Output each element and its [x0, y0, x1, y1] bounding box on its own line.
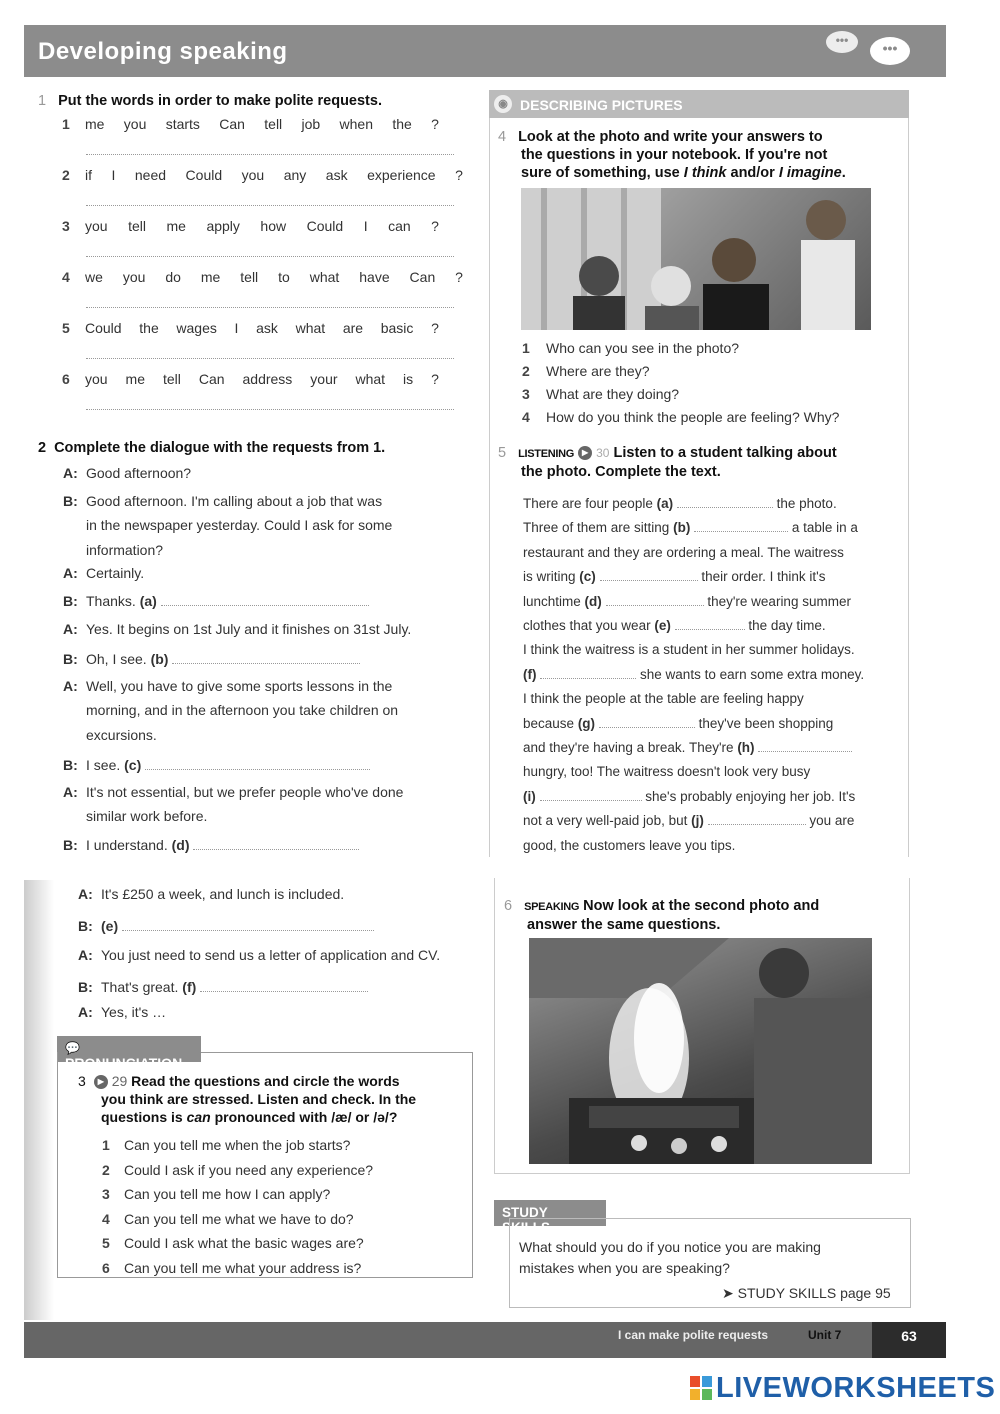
word-token: the: [139, 320, 159, 336]
question-number: 3: [522, 386, 530, 402]
word-token: Can: [409, 269, 436, 285]
speaker-label: A:: [63, 465, 78, 481]
answer-blank[interactable]: [600, 569, 698, 581]
pron-item-number: 4: [102, 1210, 110, 1227]
gap-label: (i): [523, 788, 536, 804]
gap-label: (a): [139, 593, 157, 609]
passage-text: lunchtime: [523, 593, 581, 609]
passage-text: Three of them are sitting: [523, 520, 670, 536]
word-token: do: [165, 269, 181, 285]
dialogue-text: Good afternoon. I'm calling about a job that was: [86, 493, 383, 509]
dialogue-line: [78, 917, 374, 935]
dialogue-text: in the newspaper yesterday. Could I ask for some: [86, 517, 393, 533]
answer-blank[interactable]: [200, 980, 368, 992]
camera-icon: ◉: [494, 95, 512, 113]
answer-blank[interactable]: [708, 813, 806, 825]
speaker-label: A:: [78, 947, 93, 963]
speaker-label: B:: [78, 918, 93, 934]
word-token: apply: [206, 218, 240, 234]
question-text: How do you think the people are feeling? Why?: [546, 409, 840, 425]
word-token: ask: [256, 320, 278, 336]
question-number: 1: [522, 340, 530, 356]
passage-text: good, the customers leave you tips.: [523, 837, 736, 853]
word-token: tell: [240, 269, 259, 285]
answer-blank[interactable]: [122, 919, 374, 931]
word-token: need: [134, 167, 167, 183]
passage-text: There are four people: [523, 496, 653, 511]
play-icon[interactable]: ▶: [578, 446, 592, 460]
pron-item-text[interactable]: Can you tell me what we have to do?: [124, 1210, 354, 1227]
pron-item: [102, 1211, 354, 1227]
ex1-word-row: [85, 116, 439, 132]
study-skills-tag: STUDY SKILLS: [494, 1200, 606, 1226]
dialogue-line: [63, 564, 144, 582]
question-item: [522, 363, 650, 379]
speaker-label: B:: [78, 979, 93, 995]
word-token: Can: [219, 116, 245, 132]
dialogue-text: Certainly.: [86, 565, 145, 581]
answer-blank[interactable]: [675, 618, 745, 630]
ex1-item-number: 3: [62, 218, 70, 234]
word-token: Could: [85, 320, 122, 336]
word-token: have: [359, 269, 390, 285]
word-token: ?: [431, 116, 439, 132]
word-token: how: [260, 218, 287, 234]
dialogue-line: [78, 885, 344, 903]
answer-blank[interactable]: [161, 594, 369, 606]
ex1-item-number: 6: [62, 371, 70, 387]
gap-label: (g): [577, 715, 596, 731]
word-token: you: [241, 167, 265, 183]
word-token: ?: [431, 320, 439, 336]
word-token: the: [392, 116, 412, 132]
word-token: what: [355, 371, 386, 387]
word-token: to: [278, 269, 290, 285]
answer-blank[interactable]: [193, 838, 359, 850]
word-token: is: [403, 371, 414, 387]
word-token: tell: [162, 371, 181, 387]
dialogue-text: Thanks.: [86, 593, 136, 609]
kitchen-photo: [529, 938, 872, 1164]
gap-label: (d): [584, 593, 602, 609]
gap-label: (e): [654, 618, 671, 633]
word-token: you: [85, 218, 108, 234]
speaker-label: A:: [63, 678, 78, 694]
answer-blank[interactable]: [758, 740, 852, 752]
passage-text: the photo.: [776, 496, 837, 511]
answer-blank[interactable]: [145, 758, 370, 770]
word-token: what: [295, 320, 326, 336]
ex1-word-row: [85, 218, 439, 234]
answer-blank[interactable]: [677, 496, 773, 508]
passage-line: [523, 516, 858, 540]
dialogue-text: You just need to send us a letter of application and CV.: [101, 947, 441, 963]
word-token: ask: [325, 167, 348, 183]
study-skills-link[interactable]: ➤ STUDY SKILLS page 95: [722, 1285, 891, 1301]
question-item: [522, 409, 839, 425]
passage-line: [523, 638, 855, 662]
dialogue-text: morning, and in the afternoon you take children on: [86, 702, 399, 718]
question-number: 2: [522, 363, 530, 379]
passage-line: [523, 760, 810, 784]
dialogue-line: [63, 836, 359, 854]
question-text: Where are they?: [546, 363, 650, 379]
footer-text: I can make polite requests: [618, 1328, 769, 1342]
page-title: Developing speaking: [38, 38, 288, 65]
word-token: you: [122, 269, 146, 285]
pron-item: [102, 1260, 361, 1276]
passage-text: restaurant and they are ordering a meal. The waitress: [523, 544, 844, 560]
word-token: I: [234, 320, 239, 336]
word-token: when: [339, 116, 373, 132]
speaker-label: B:: [63, 493, 78, 509]
word-token: wages: [176, 320, 217, 336]
speaker-label: A:: [78, 886, 93, 902]
dialogue-text: Yes. It begins on 1st July and it finishes on 31st July.: [86, 621, 412, 637]
word-token: can: [388, 218, 411, 234]
question-number: 4: [522, 409, 530, 425]
dialogue-text: I see.: [86, 757, 121, 773]
gap-label: (b): [150, 651, 169, 667]
passage-text: you are: [809, 813, 855, 829]
word-token: we: [85, 269, 103, 285]
dialogue-line: [63, 701, 398, 719]
speaker-label: A:: [78, 1004, 93, 1020]
dialogue-text: Yes, it's …: [101, 1004, 167, 1020]
pron-item: [102, 1162, 373, 1178]
gap-label: (a): [656, 496, 674, 511]
dialogue-text: information?: [86, 542, 164, 558]
dialogue-line: [63, 516, 392, 534]
answer-line[interactable]: [86, 307, 454, 308]
speaker-label: A:: [63, 565, 78, 581]
pronunciation-box-top: [201, 1052, 473, 1053]
word-token: tell: [264, 116, 283, 132]
liveworksheets-logo-icon: [690, 1376, 712, 1400]
word-token: basic: [380, 320, 414, 336]
ex3-heading: 3 ▶ 29 Read the questions and circle the words you think are stressed. Listen and check. In the questions is can pronounced with /æ/ or /ə/?: [78, 1073, 417, 1125]
pronunciation-tag: 💬 PRONUNCIATION: [57, 1036, 201, 1062]
speech-bubble-icon: •••: [870, 37, 910, 65]
pron-item-number: 1: [102, 1137, 110, 1153]
ex1-item-number: 4: [62, 269, 70, 285]
gap-label: (b): [673, 520, 691, 536]
gap-label: (j): [691, 813, 704, 829]
answer-line[interactable]: [86, 256, 454, 257]
page-gap: [24, 857, 946, 875]
dialogue-line: [63, 677, 392, 695]
dialogue-text: Good afternoon?: [86, 465, 192, 481]
passage-text: their order. I think it's: [701, 569, 826, 585]
question-text: What are they doing?: [546, 386, 680, 402]
ex1-word-row: [85, 167, 463, 183]
ex1-item-number: 2: [62, 167, 70, 183]
restaurant-photo-art: [521, 188, 871, 330]
page-seam: [24, 880, 54, 1320]
word-token: you: [85, 371, 108, 387]
word-token: Could: [306, 218, 344, 234]
word-token: are: [342, 320, 364, 336]
pron-item-number: 2: [102, 1161, 110, 1178]
passage-text: she's probably enjoying her job. It's: [645, 788, 856, 804]
dialogue-text: It's not essential, but we prefer people who've done: [86, 784, 404, 800]
passage-line: [523, 809, 854, 833]
dialogue-line: [63, 464, 191, 482]
word-token: tell: [128, 218, 146, 234]
answer-blank[interactable]: [540, 667, 636, 679]
passage-text: she wants to earn some extra money.: [640, 666, 865, 682]
passage-line: [523, 663, 864, 687]
dialogue-line: [78, 1003, 166, 1021]
ex1-word-row: [85, 371, 439, 387]
ex1-word-row: [85, 269, 463, 285]
word-token: if: [85, 167, 92, 183]
passage-text: and they're having a break. They're: [523, 740, 734, 755]
speaker-label: A:: [63, 784, 78, 800]
gap-label: (f): [182, 979, 197, 995]
word-token: ?: [455, 269, 463, 285]
passage-line: [523, 736, 852, 760]
ex1-heading: 1 Put the words in order to make polite requests.: [38, 93, 382, 109]
passage-line: [523, 687, 804, 711]
speech-bubble-icon: •••: [826, 31, 858, 53]
pron-item-number: 6: [102, 1260, 110, 1276]
answer-blank[interactable]: [599, 716, 695, 728]
gap-label: (c): [124, 757, 142, 773]
describing-tag: DESCRIBING PICTURES: [520, 97, 683, 113]
page-number: 63: [872, 1322, 946, 1358]
study-skills-q1: What should you do if you notice you are making: [519, 1239, 821, 1255]
word-token: me: [166, 218, 186, 234]
pron-item-text[interactable]: Can you tell me what your address is?: [124, 1260, 362, 1276]
question-text: Who can you see in the photo?: [546, 340, 740, 356]
answer-line[interactable]: [86, 205, 454, 206]
passage-line: [523, 614, 826, 638]
word-token: job: [301, 116, 321, 132]
pron-item-number: 3: [102, 1186, 110, 1203]
dialogue-line: [78, 946, 440, 964]
kitchen-photo-art: [529, 938, 872, 1164]
passage-text: because: [523, 715, 575, 731]
passage-text: they're wearing summer: [707, 593, 851, 609]
passage-text: hungry, too! The waitress doesn't look very busy: [523, 764, 811, 780]
answer-line[interactable]: [86, 154, 454, 155]
passage-text: the day time.: [748, 618, 826, 633]
passage-line: [523, 785, 855, 809]
word-token: Could: [185, 167, 223, 183]
dialogue-text: Oh, I see.: [86, 651, 147, 667]
pron-item-number: 5: [102, 1235, 110, 1252]
ex5-heading: 5 LISTENING ▶ 30 Listen to a student talking about the photo. Complete the text.: [498, 445, 837, 480]
pron-item-text[interactable]: Can you tell me how I can apply?: [124, 1186, 331, 1203]
answer-blank[interactable]: [172, 652, 360, 664]
restaurant-photo: [521, 188, 871, 330]
dialogue-line: [63, 592, 369, 610]
ex6-heading: 6 SPEAKING Now look at the second photo and answer the same questions.: [504, 898, 820, 933]
word-token: experience: [367, 167, 436, 183]
answer-blank[interactable]: [540, 789, 642, 801]
passage-text: I think the waitress is a student in her summer holidays.: [523, 642, 855, 658]
gap-label: (h): [737, 740, 755, 755]
passage-line: [523, 541, 844, 565]
word-token: what: [309, 269, 340, 285]
pron-item-text[interactable]: Could I ask if you need any experience?: [124, 1161, 374, 1178]
dialogue-line: [63, 492, 382, 510]
ex2-heading: 2 Complete the dialogue with the requests from 1.: [38, 440, 386, 456]
dialogue-line: [63, 726, 157, 744]
pron-item-text[interactable]: Can you tell me when the job starts?: [124, 1137, 351, 1153]
speech-icon: 💬: [65, 1041, 80, 1055]
answer-blank[interactable]: [606, 594, 704, 606]
passage-text: not a very well-paid job, but: [523, 813, 688, 829]
pron-item: [102, 1186, 330, 1202]
passage-line: [523, 712, 833, 736]
dialogue-line: [63, 650, 360, 668]
dialogue-line: [63, 807, 207, 825]
word-token: your: [310, 371, 338, 387]
liveworksheets-brand: LIVEWORKSHEETS: [716, 1372, 996, 1404]
gap-label: (c): [579, 569, 596, 585]
pron-item: [102, 1235, 364, 1251]
word-token: ?: [431, 218, 439, 234]
word-token: starts: [165, 116, 200, 132]
question-item: [522, 386, 679, 402]
pron-item: [102, 1137, 350, 1153]
passage-line: [523, 590, 851, 614]
passage-text: I think the people at the table are feeling happy: [523, 691, 804, 707]
answer-line[interactable]: [86, 358, 454, 359]
speaker-label: B:: [63, 757, 78, 773]
dialogue-line: [63, 783, 403, 801]
answer-blank[interactable]: [694, 520, 788, 532]
dialogue-text: It's £250 a week, and lunch is included.: [101, 886, 345, 902]
word-token: address: [242, 371, 293, 387]
ex4-heading: 4 Look at the photo and write your answers to the questions in your notebook. If you're not sure of something, use I think and/or I imagine.: [498, 129, 846, 181]
word-token: Can: [198, 371, 225, 387]
gap-label: (f): [523, 666, 537, 682]
word-token: ?: [431, 371, 439, 387]
dialogue-text: excursions.: [86, 727, 157, 743]
word-token: I: [111, 167, 116, 183]
dialogue-text: That's great.: [101, 979, 179, 995]
dialogue-text: Well, you have to give some sports lessons in the: [86, 678, 393, 694]
passage-line: [523, 492, 837, 516]
speaker-label: B:: [63, 837, 78, 853]
gap-label: (d): [171, 837, 190, 853]
passage-text: is writing: [523, 569, 576, 585]
passage-text: clothes that you wear: [523, 618, 651, 633]
pron-item-text[interactable]: Could I ask what the basic wages are?: [124, 1235, 364, 1252]
dialogue-line: [63, 756, 370, 774]
study-skills-q2: mistakes when you are speaking?: [519, 1260, 730, 1276]
speaker-label: B:: [63, 651, 78, 667]
ex1-word-row: [85, 320, 439, 336]
word-token: any: [283, 167, 307, 183]
word-token: ?: [455, 167, 463, 183]
dialogue-text: I understand.: [86, 837, 168, 853]
dialogue-line: [78, 978, 368, 996]
dialogue-line: [63, 620, 411, 638]
word-token: I: [363, 218, 368, 234]
speaker-label: B:: [63, 593, 78, 609]
passage-line: [523, 834, 735, 858]
play-icon[interactable]: ▶: [94, 1075, 108, 1089]
ex1-item-number: 1: [62, 116, 70, 132]
word-token: you: [123, 116, 147, 132]
question-item: [522, 340, 739, 356]
word-token: me: [200, 269, 221, 285]
gap-label: (e): [101, 918, 119, 934]
passage-text: they've been shopping: [698, 715, 834, 731]
passage-text: a table in a: [791, 520, 858, 536]
word-token: me: [125, 371, 145, 387]
word-token: me: [85, 116, 105, 132]
ex1-item-number: 5: [62, 320, 70, 336]
footer-unit: Unit 7: [808, 1328, 842, 1342]
passage-line: [523, 565, 825, 589]
dialogue-text: similar work before.: [86, 808, 208, 824]
speaker-label: A:: [63, 621, 78, 637]
answer-line[interactable]: [86, 409, 454, 410]
dialogue-line: [63, 541, 163, 559]
